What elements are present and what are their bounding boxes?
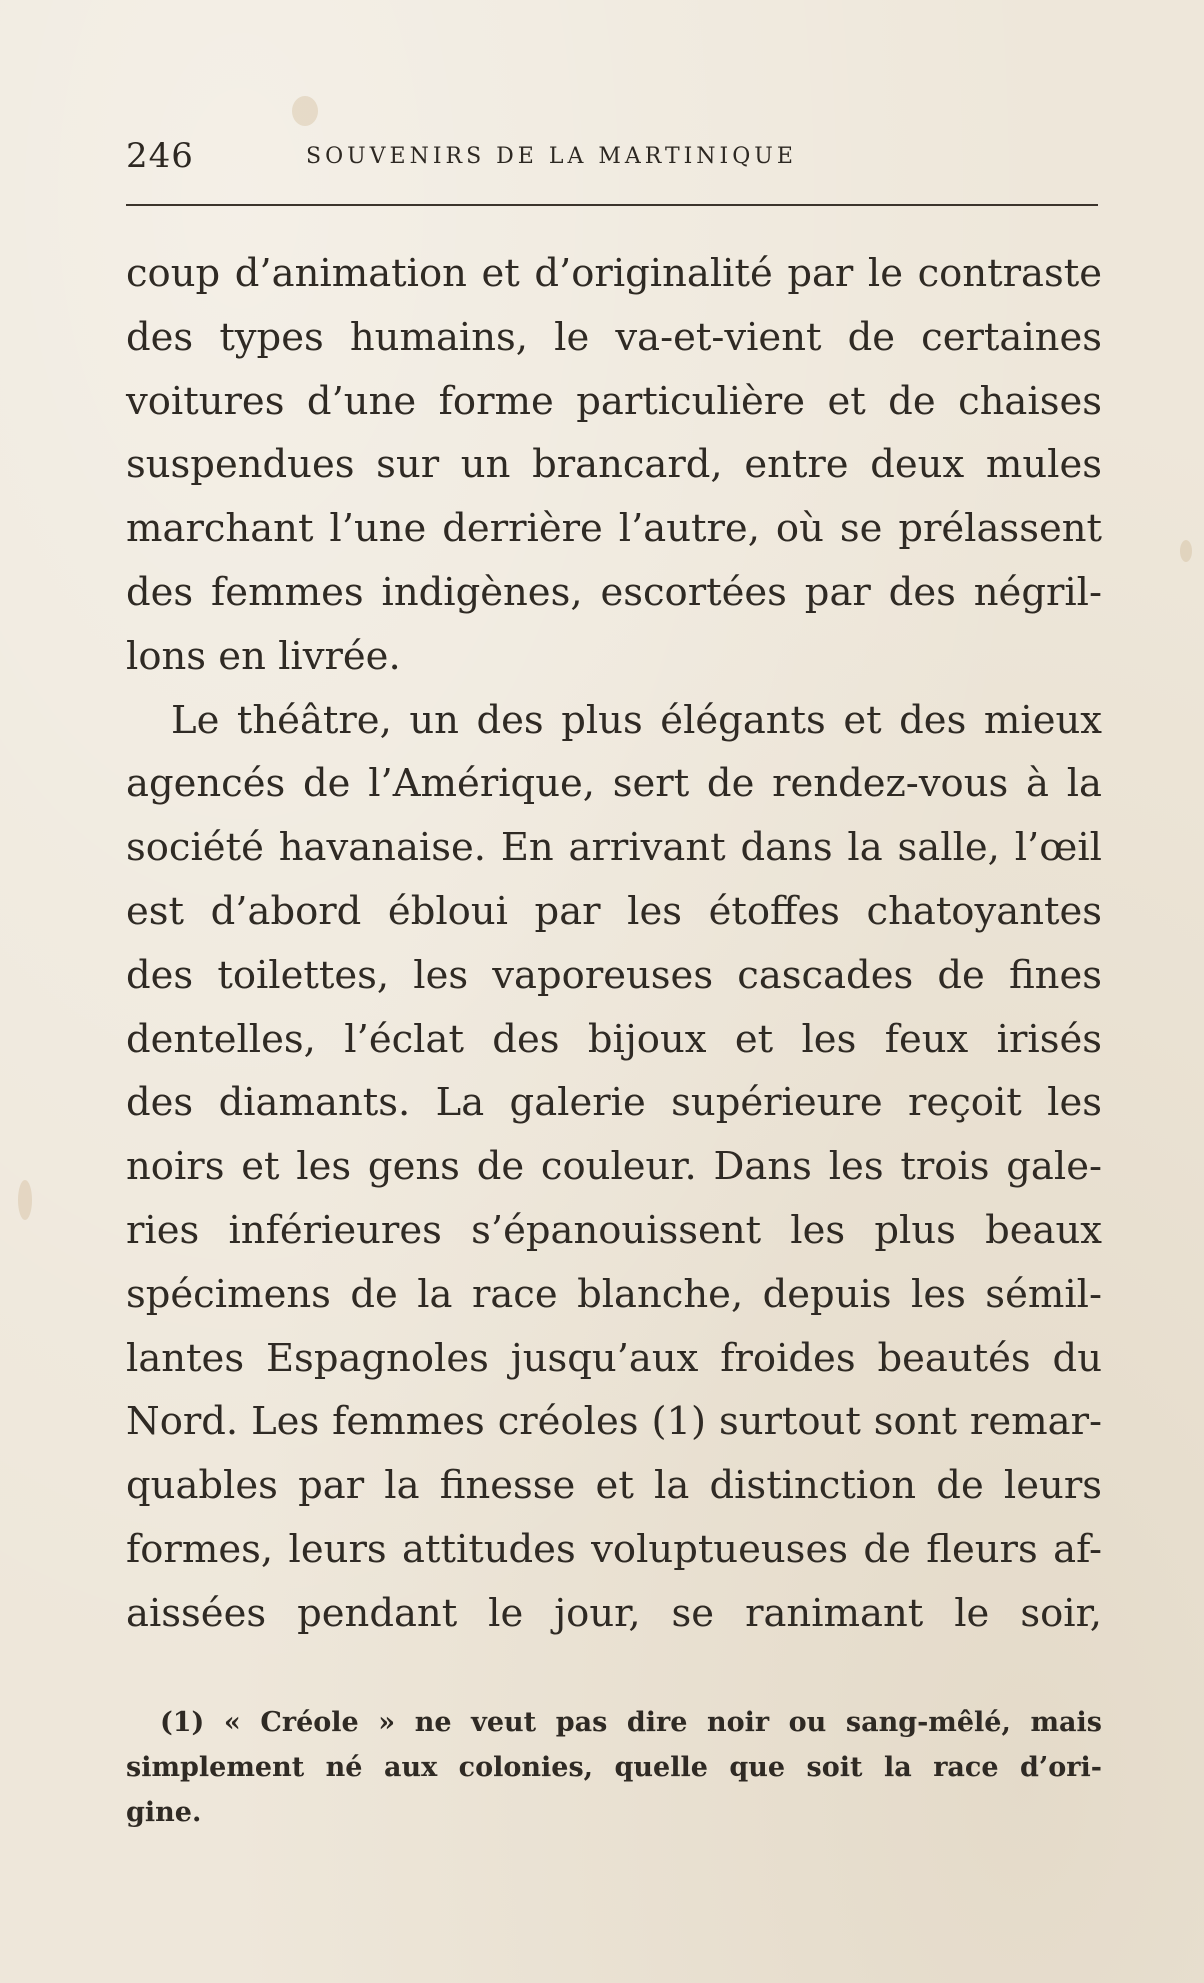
text-line: coup d’animation et d’originalité par le contraste	[126, 251, 1102, 296]
body-text	[126, 242, 1102, 1646]
text-line: lons en livrée.	[126, 633, 401, 679]
header-rule	[126, 204, 1098, 206]
text-line: ries inférieures s’épanouissent les plus beaux	[126, 1207, 1102, 1253]
text-line: marchant l’une derrière l’autre, où se prélassent	[126, 506, 1102, 552]
text-line: lantes Espagnoles jusqu’aux froides beautés du	[126, 1335, 1102, 1381]
running-title: SOUVENIRS DE LA MARTINIQUE	[306, 144, 797, 169]
text-line: agencés de l’Amérique, sert de rendez-vous à la	[126, 761, 1102, 807]
paper-stain	[18, 1180, 32, 1220]
footnote-line: simplement né aux colonies, quelle que soit la race d’ori-	[126, 1752, 1102, 1783]
text-line: des toilettes, les vaporeuses cascades de fines	[126, 952, 1102, 998]
text-line: des types humains, le va-et-vient de certaines	[126, 314, 1102, 360]
text-line: noirs et les gens de couleur. Dans les trois gale-	[126, 1144, 1102, 1190]
text-line: des femmes indigènes, escortées par des négril-	[126, 569, 1102, 615]
paper-stain	[292, 96, 318, 126]
text-line: est d’abord ébloui par les étoffes chatoyantes	[126, 888, 1102, 934]
text-line: quables par la finesse et la distinction de leurs	[126, 1463, 1102, 1509]
text-line: spécimens de la race blanche, depuis les sémil-	[126, 1271, 1102, 1317]
footnote-line: gine.	[126, 1797, 202, 1828]
text-line: aissées pendant le jour, se ranimant le soir,	[126, 1590, 1102, 1636]
page-number: 246	[126, 136, 194, 176]
text-line: dentelles, l’éclat des bijoux et les feux irisés	[126, 1016, 1102, 1062]
footnote-line: (1) « Créole » ne veut pas dire noir ou sang-mêlé, mais	[160, 1707, 1102, 1738]
paper-stain	[1180, 540, 1192, 562]
text-line: voitures d’une forme particulière et de chaises	[126, 378, 1102, 424]
text-line: Nord. Les femmes créoles (1) surtout sont remar-	[126, 1399, 1102, 1445]
text-line: Le théâtre, un des plus élégants et des mieux	[171, 697, 1102, 743]
text-line: formes, leurs attitudes voluptueuses de fleurs af-	[126, 1526, 1102, 1572]
text-line: société havanaise. En arrivant dans la salle, l’œil	[126, 825, 1102, 871]
text-line: des diamants. La galerie supérieure reçoit les	[126, 1080, 1102, 1126]
footnote	[126, 1700, 1102, 1835]
page-header	[126, 136, 1098, 186]
text-line: suspendues sur un brancard, entre deux mules	[126, 442, 1102, 488]
